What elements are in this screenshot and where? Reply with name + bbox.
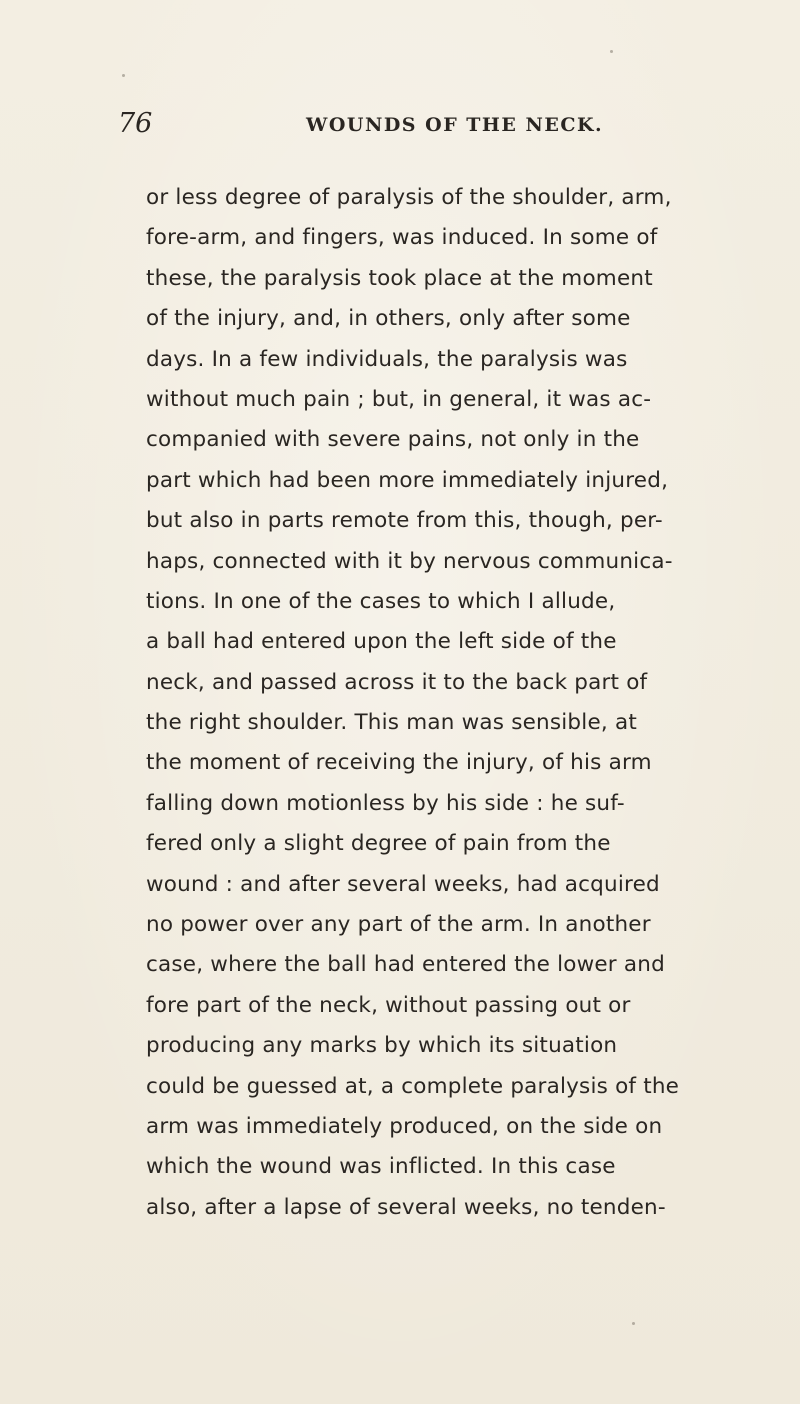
text-line: which the wound was inflicted. In this case <box>146 1154 616 1180</box>
text-line: wound : and after several weeks, had acquired <box>146 871 660 897</box>
text-line: tions. In one of the cases to which I allude, <box>146 588 616 614</box>
body-text <box>146 178 786 1228</box>
text-line: companied with severe pains, not only in the <box>146 427 640 453</box>
text-line: fore part of the neck, without passing out or <box>146 992 631 1018</box>
text-line: case, where the ball had entered the lower and <box>146 952 665 978</box>
text-line: fered only a slight degree of pain from the <box>146 831 611 857</box>
text-line: also, after a lapse of several weeks, no tenden- <box>146 1194 666 1220</box>
text-line: arm was immediately produced, on the side on <box>146 1113 663 1139</box>
text-line: but also in parts remote from this, though, per- <box>146 508 663 534</box>
text-line: days. In a few individuals, the paralysis was <box>146 346 628 372</box>
text-line: the moment of receiving the injury, of his arm <box>146 750 652 776</box>
paper-speck <box>122 74 125 77</box>
paper-speck <box>610 50 613 53</box>
text-line: these, the paralysis took place at the moment <box>146 265 653 291</box>
text-line: part which had been more immediately injured, <box>146 467 669 493</box>
text-line: falling down motionless by his side : he suf- <box>146 790 625 816</box>
text-line: neck, and passed across it to the back part of <box>146 669 648 695</box>
text-line: of the injury, and, in others, only after some <box>146 306 631 332</box>
page-header <box>118 108 678 148</box>
paper-speck <box>632 1322 635 1325</box>
text-line: haps, connected with it by nervous communica- <box>146 548 673 574</box>
text-line: fore-arm, and fingers, was induced. In some of <box>146 225 658 251</box>
text-line: could be guessed at, a complete paralysis of the <box>146 1073 680 1099</box>
page-number: 76 <box>118 108 153 139</box>
text-line: the right shoulder. This man was sensible, at <box>146 710 637 736</box>
text-line: no power over any part of the arm. In another <box>146 912 651 938</box>
text-line: a ball had entered upon the left side of the <box>146 629 617 655</box>
running-head: WOUNDS OF THE NECK. <box>306 114 604 136</box>
text-line: without much pain ; but, in general, it was ac- <box>146 386 652 412</box>
text-line: producing any marks by which its situation <box>146 1033 618 1059</box>
text-line: or less degree of paralysis of the shoulder, arm, <box>146 185 672 210</box>
